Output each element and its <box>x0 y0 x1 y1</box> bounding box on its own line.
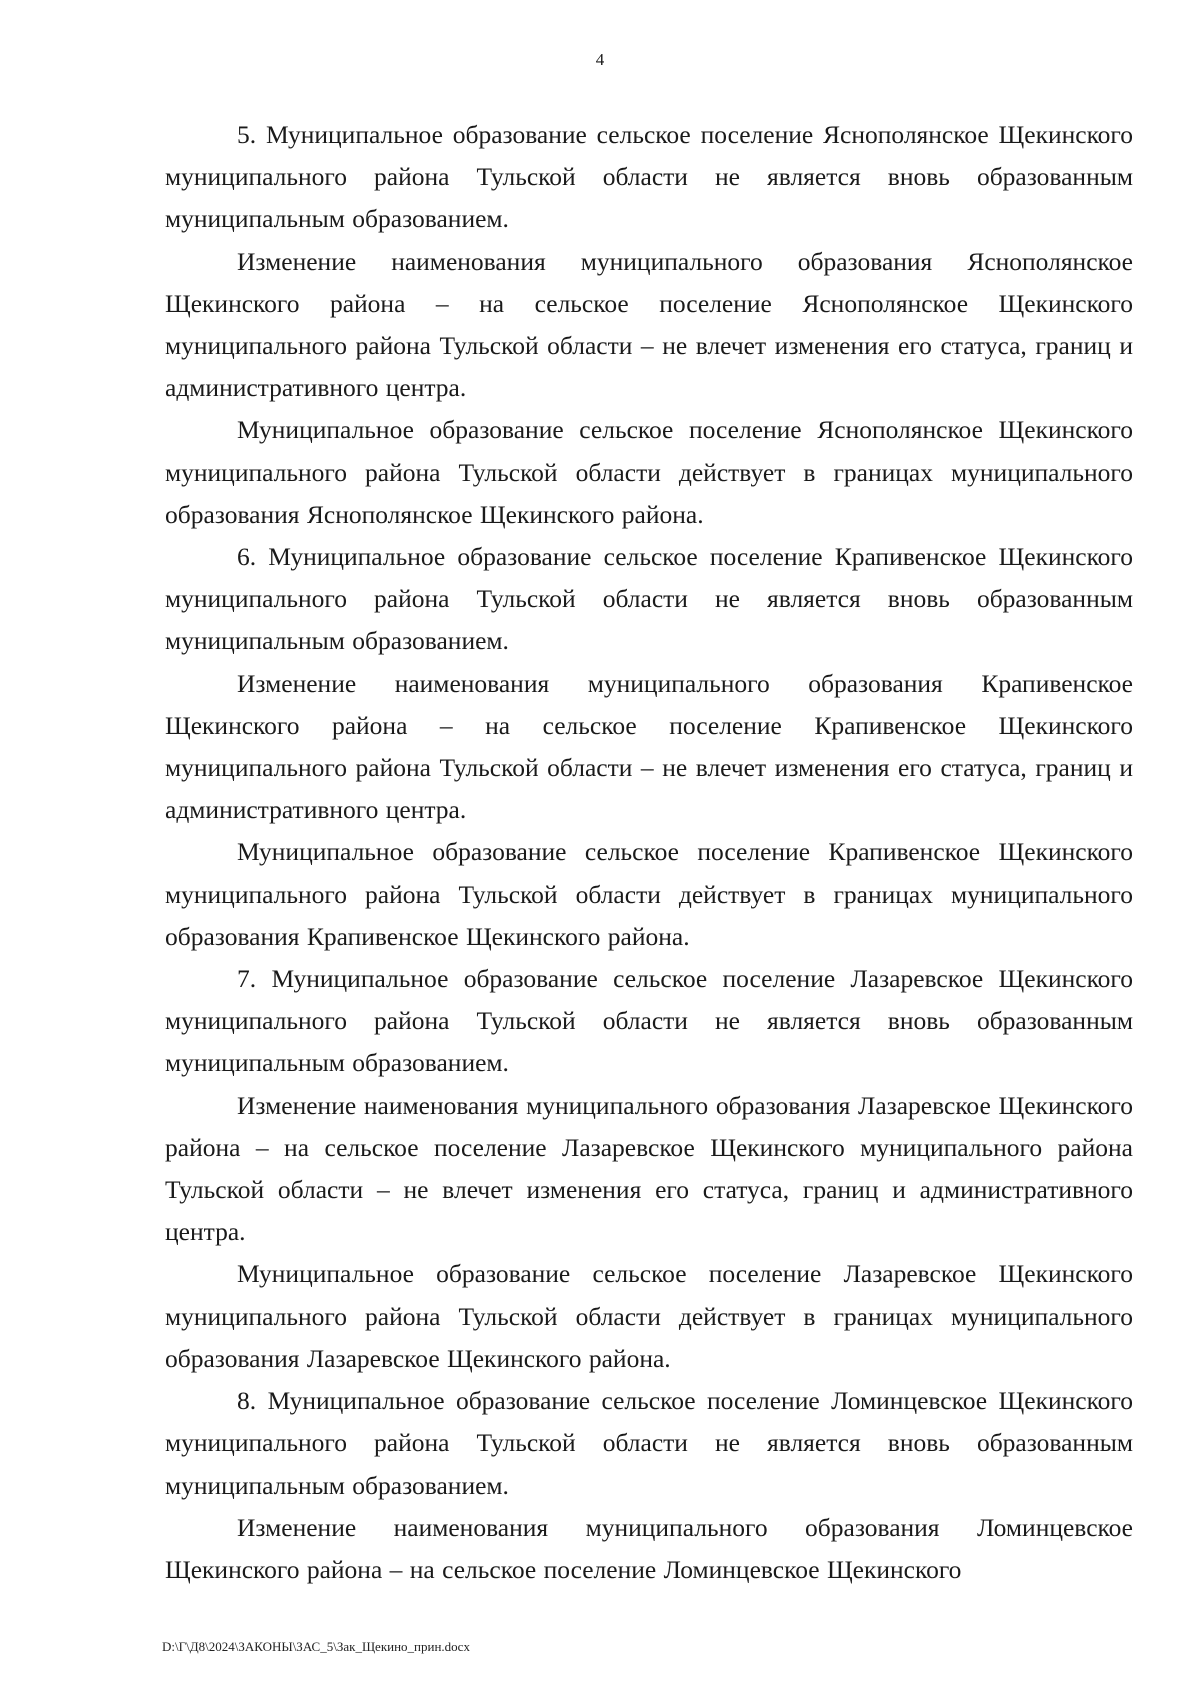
document-body <box>165 114 1133 1591</box>
page-number: 4 <box>595 50 605 69</box>
paragraph-6-rename: Изменение наименования муниципального образования Крапивенское Щекинского района – на сельское поселение Крапивенское Щекинского муниципального района Тульской области – не влечет изменения его статуса, границ и административного центра. <box>165 668 1133 825</box>
paragraph-8-rename: Изменение наименования муниципального образования Ломинцевское Щекинского района – на сельское поселение Ломинцевское Щекинского <box>165 1512 1133 1584</box>
paragraph-8-status: 8. Муниципальное образование сельское поселение Ломинцевское Щекинского муниципального района Тульской области не является вновь образованным муниципальным образованием. <box>165 1386 1133 1500</box>
footer-file-path: D:\Г\Д8\2024\ЗАКОНЫ\ЗАС_5\Зак_Щекино_прин.docx <box>162 1639 470 1654</box>
paragraph-7-status: 7. Муниципальное образование сельское поселение Лазаревское Щекинского муниципального района Тульской области не является вновь образованным муниципальным образованием. <box>165 964 1133 1078</box>
paragraph-5-status: 5. Муниципальное образование сельское поселение Яснополянское Щекинского муниципального района Тульской области не является вновь образованным муниципальным образованием. <box>165 120 1133 234</box>
paragraph-6-borders: Муниципальное образование сельское поселение Крапивенское Щекинского муниципального района Тульской области действует в границах муниципального образования Крапивенское Щекинского района. <box>165 837 1133 951</box>
paragraph-6-status: 6. Муниципальное образование сельское поселение Крапивенское Щекинского муниципального района Тульской области не является вновь образованным муниципальным образованием. <box>165 542 1133 656</box>
paragraph-7-rename: Изменение наименования муниципального образования Лазаревское Щекинского района – на сельское поселение Лазаревское Щекинского муниципального района Тульской области – не влечет изменения его статуса, границ и административного центра. <box>165 1090 1133 1247</box>
paragraph-5-borders: Муниципальное образование сельское поселение Яснополянское Щекинского муниципального района Тульской области действует в границах муниципального образования Яснополянское Щекинского района. <box>165 415 1133 529</box>
paragraph-5-rename: Изменение наименования муниципального образования Яснополянское Щекинского района – на сельское поселение Яснополянское Щекинского муниципального района Тульской области – не влечет изменения его статуса, границ и административного центра. <box>165 246 1133 403</box>
paragraph-7-borders: Муниципальное образование сельское поселение Лазаревское Щекинского муниципального района Тульской области действует в границах муниципального образования Лазаревское Щекинского района. <box>165 1259 1133 1373</box>
